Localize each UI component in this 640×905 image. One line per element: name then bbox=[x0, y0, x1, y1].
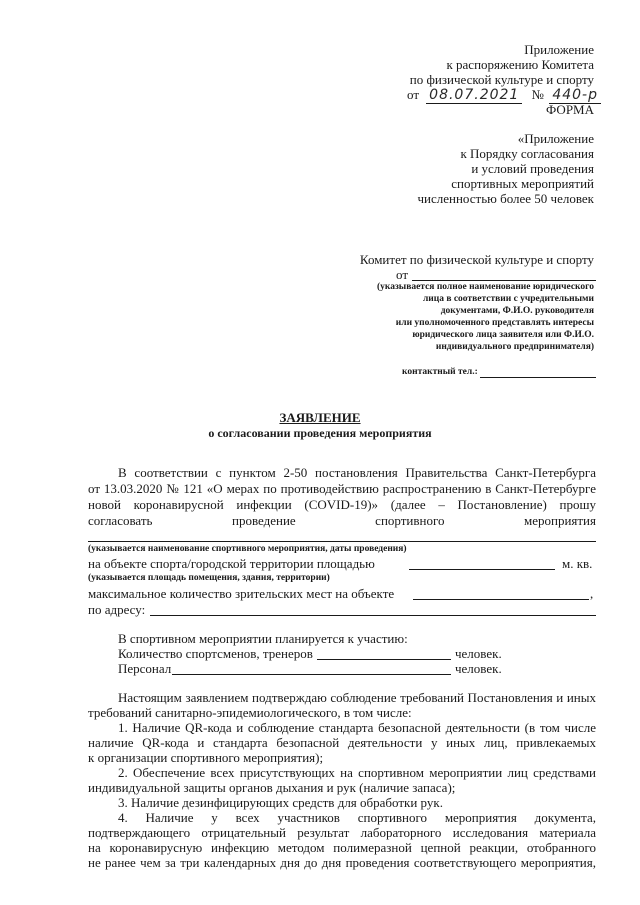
item3-line-1: 3. Наличие дезинфицирующих средств для обработки рук. bbox=[118, 795, 443, 810]
confirm-line-2: требований санитарно-эпидемиологического, в том числе: bbox=[88, 705, 412, 720]
p1-word-agree: согласовать bbox=[88, 513, 153, 528]
seats-label: максимальное количество зрительских мест на объекте bbox=[88, 586, 395, 601]
item1-line-3: к организации спортивного мероприятия); bbox=[88, 750, 324, 765]
item1-line-2: наличие QR-кода и стандарта безопасной деятельности у иных лиц, привлекаемых bbox=[88, 735, 596, 750]
appendix-number-sign: № bbox=[531, 87, 544, 102]
area-label: на объекте спорта/городской территории площадью bbox=[88, 556, 375, 571]
hint-area: (указывается площадь помещения, здания, территории) bbox=[88, 573, 330, 583]
appendix2-line-3: и условий проведения bbox=[471, 161, 594, 176]
address-label: по адресу: bbox=[88, 602, 146, 617]
item4-line-4: не ранее чем за три календарных дня до дня проведения соответствующего мероприятия, bbox=[88, 855, 596, 870]
p1-word-sport: спортивного bbox=[375, 513, 445, 528]
athletes-label: Количество спортсменов, тренеров bbox=[118, 646, 313, 661]
seats-comma: , bbox=[590, 586, 594, 601]
addressee-hint-2: лица в соответствии с учредительными bbox=[422, 294, 594, 304]
appendix-from-label: от bbox=[407, 87, 420, 102]
appendix2-line-2: к Порядку согласования bbox=[460, 146, 594, 161]
item1-line-1: 1. Наличие QR-кода и соблюдение стандарта безопасной деятельности (в том числе bbox=[118, 720, 596, 735]
p1-line-1: В соответствии с пунктом 2-50 постановления Правительства Санкт-Петербурга bbox=[118, 465, 596, 480]
document-subtitle: о согласовании проведения мероприятия bbox=[208, 426, 432, 440]
event-name-field[interactable] bbox=[88, 541, 596, 542]
p1-word-event: мероприятия bbox=[523, 513, 596, 528]
item4-line-3: на коронавирусную инфекцию методом полимеразной цепной реакции, отобранного bbox=[88, 840, 596, 855]
staff-field[interactable] bbox=[172, 674, 451, 675]
addressee-hint-5: юридического лица заявителя или Ф.И.О. bbox=[412, 330, 594, 340]
phone-label: контактный тел.: bbox=[402, 367, 478, 377]
addressee-hint-3: документами, Ф.И.О. руководителя bbox=[440, 306, 594, 316]
item2-line-1: 2. Обеспечение всех присутствующих на спортивном мероприятии лиц средствами bbox=[118, 765, 596, 780]
appendix-line-1: Приложение bbox=[524, 42, 594, 57]
addressee-from-label: от bbox=[396, 267, 409, 282]
athletes-field[interactable] bbox=[317, 659, 451, 660]
appendix2-line-5: численностью более 50 человек bbox=[417, 191, 594, 206]
appendix2-line-1: «Приложение bbox=[517, 131, 594, 146]
area-field[interactable] bbox=[409, 569, 555, 570]
appendix2-line-4: спортивных мероприятий bbox=[451, 176, 594, 191]
participants-intro: В спортивном мероприятии планируется к участию: bbox=[118, 631, 408, 646]
item2-line-2: индивидуальной защиты органов дыхания и рук (наличие запаса); bbox=[88, 780, 456, 795]
athletes-unit: человек. bbox=[455, 646, 502, 661]
appendix-number: 440-р bbox=[549, 88, 601, 104]
p1-word-holding: проведение bbox=[231, 513, 296, 528]
appendix-line-2: к распоряжению Комитета bbox=[446, 57, 594, 72]
addressee-hint-4: или уполномоченного представлять интересы bbox=[395, 318, 594, 328]
document-title: ЗАЯВЛЕНИЕ bbox=[279, 410, 361, 425]
addressee-hint-1: (указывается полное наименование юридического bbox=[376, 282, 594, 292]
item4-line-2: подтверждающего отрицательный результат лабораторного исследования материала bbox=[88, 825, 596, 840]
staff-unit: человек. bbox=[455, 661, 502, 676]
address-field[interactable] bbox=[150, 615, 596, 616]
addressee-from-field[interactable] bbox=[412, 280, 596, 281]
confirm-line-1: Настоящим заявлением подтверждаю соблюдение требований Постановления и иных bbox=[118, 690, 596, 705]
hint-event: (указывается наименование спортивного мероприятия, даты проведения) bbox=[88, 544, 407, 554]
seats-field[interactable] bbox=[413, 599, 589, 600]
p1-line-3: новой коронавирусной инфекции (COVID-19)» (далее – Постановление) прошу bbox=[88, 497, 596, 512]
forma-label: ФОРМА bbox=[546, 102, 594, 117]
p1-line-4 bbox=[88, 513, 596, 528]
p1-line-2: от 13.03.2020 № 121 «О мерах по противодействию распространению в Санкт-Петербурге bbox=[88, 481, 596, 496]
appendix-line-3: по физической культуре и спорту bbox=[409, 72, 594, 87]
phone-field[interactable] bbox=[480, 377, 596, 378]
area-unit: м. кв. bbox=[562, 556, 593, 571]
addressee-hint-6: индивидуального предпринимателя) bbox=[435, 342, 594, 352]
item4-line-1: 4. Наличие у всех участников спортивного мероприятия документа, bbox=[118, 810, 596, 825]
staff-label: Персонал bbox=[118, 661, 172, 676]
appendix-date: 08.07.2021 bbox=[426, 88, 522, 104]
addressee-committee: Комитет по физической культуре и спорту bbox=[359, 252, 594, 267]
